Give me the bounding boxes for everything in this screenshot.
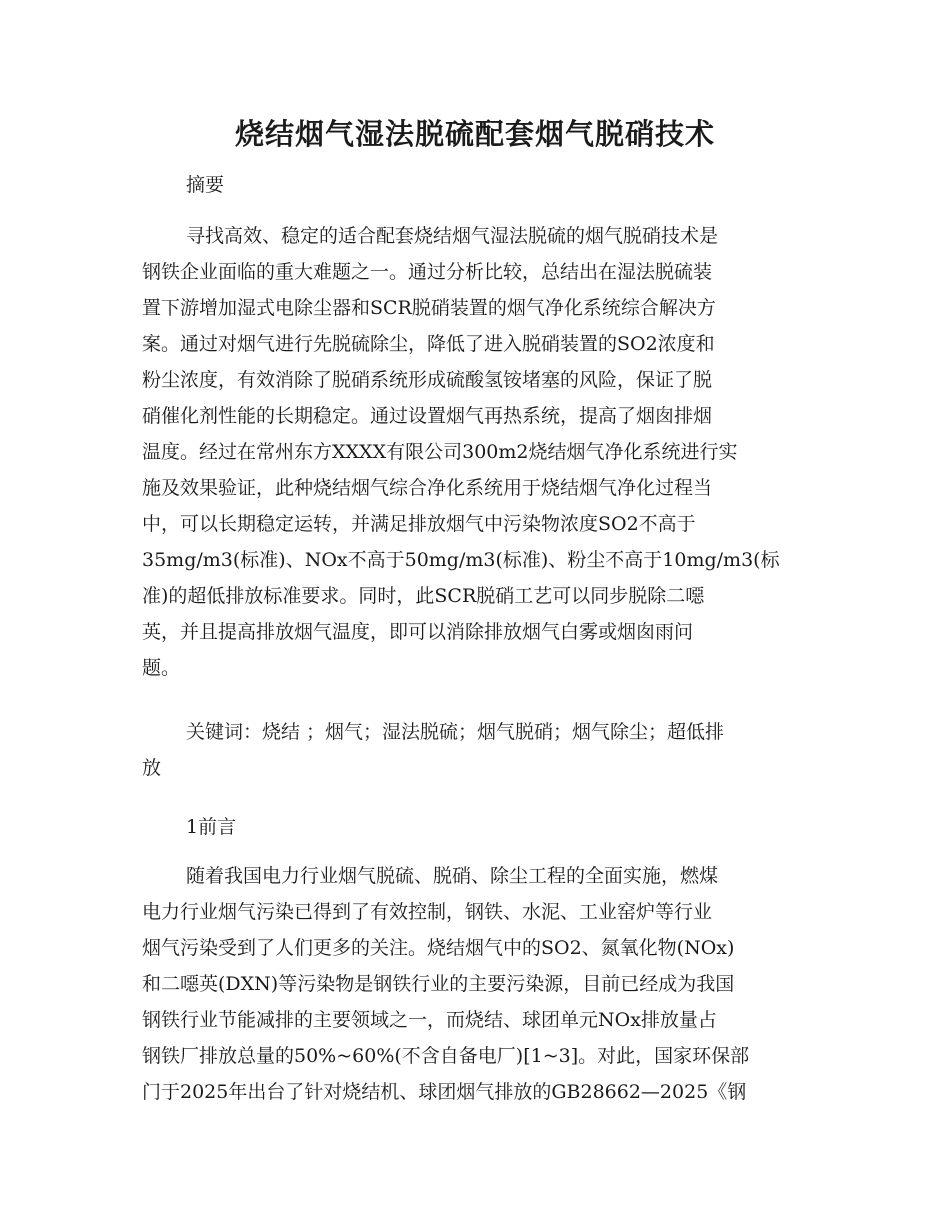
keywords-line: 关键词：烧结 ；烟气；湿法脱硫；烟气脱硝；烟气除尘；超低排 — [186, 721, 725, 743]
abstract-line: 准)的超低排放标准要求。同时，此SCR脱硝工艺可以同步脱除二噁 — [142, 585, 705, 607]
introduction-line: 电力行业烟气污染已得到了有效控制，钢铁、水泥、工业窑炉等行业 — [142, 901, 713, 923]
abstract-line: 英，并且提高排放烟气温度，即可以消除排放烟气白雾或烟囱雨问 — [142, 621, 694, 643]
keywords-line: 放 — [142, 757, 162, 779]
abstract-line: 施及效果验证，此种烧结烟气综合净化系统用于烧结烟气净化过程当 — [142, 477, 713, 499]
abstract-line: 案。通过对烟气进行先脱硫除尘，降低了进入脱硝装置的SO2浓度和 — [142, 333, 715, 355]
abstract-line: 粉尘浓度，有效消除了脱硝系统形成硫酸氢铵堵塞的风险，保证了脱 — [142, 369, 713, 391]
abstract-heading: 摘要 — [186, 174, 225, 196]
keywords-paragraph — [142, 714, 806, 786]
abstract-line: 置下游增加湿式电除尘器和SCR脱硝装置的烟气净化系统综合解决方 — [142, 297, 716, 319]
abstract-line: 钢铁企业面临的重大难题之一。通过分析比较，总结出在湿法脱硫装 — [142, 261, 713, 283]
introduction-line: 门于2025年出台了针对烧结机、球团烟气排放的GB28662—2025《钢 — [142, 1081, 747, 1103]
introduction-line: 和二噁英(DXN)等污染物是钢铁行业的主要污染源，目前已经成为我国 — [142, 973, 735, 995]
abstract-line: 硝催化剂性能的长期稳定。通过设置烟气再热系统，提高了烟囱排烟 — [142, 405, 713, 427]
abstract-line: 题。 — [142, 657, 181, 679]
introduction-line: 随着我国电力行业烟气脱硫、脱硝、除尘工程的全面实施，燃煤 — [186, 865, 719, 887]
abstract-paragraph — [142, 218, 806, 686]
introduction-line: 烟气污染受到了人们更多的关注。烧结烟气中的SO2、氮氧化物(NOx) — [142, 937, 735, 959]
abstract-line: 温度。经过在常州东方XXXX有限公司300m2烧结烟气净化系统进行实 — [142, 441, 738, 463]
introduction-line: 钢铁厂排放总量的50%~60%(不含自备电厂)[1~3]。对此，国家环保部 — [142, 1045, 750, 1067]
abstract-line: 中，可以长期稳定运转，并满足排放烟气中污染物浓度SO2不高于 — [142, 513, 696, 535]
document-title: 烧结烟气湿法脱硫配套烟气脱硝技术 — [234, 117, 715, 151]
section-heading: 1前言 — [186, 816, 237, 838]
introduction-paragraph — [142, 858, 806, 1110]
abstract-line: 寻找高效、稳定的适合配套烧结烟气湿法脱硫的烟气脱硝技术是 — [186, 225, 719, 247]
abstract-line: 35mg/m3(标准)、NOx不高于50mg/m3(标准)、粉尘不高于10mg/m3(标 — [142, 549, 780, 571]
introduction-line: 钢铁行业节能减排的主要领域之一，而烧结、球团单元NOx排放量占 — [142, 1009, 717, 1031]
